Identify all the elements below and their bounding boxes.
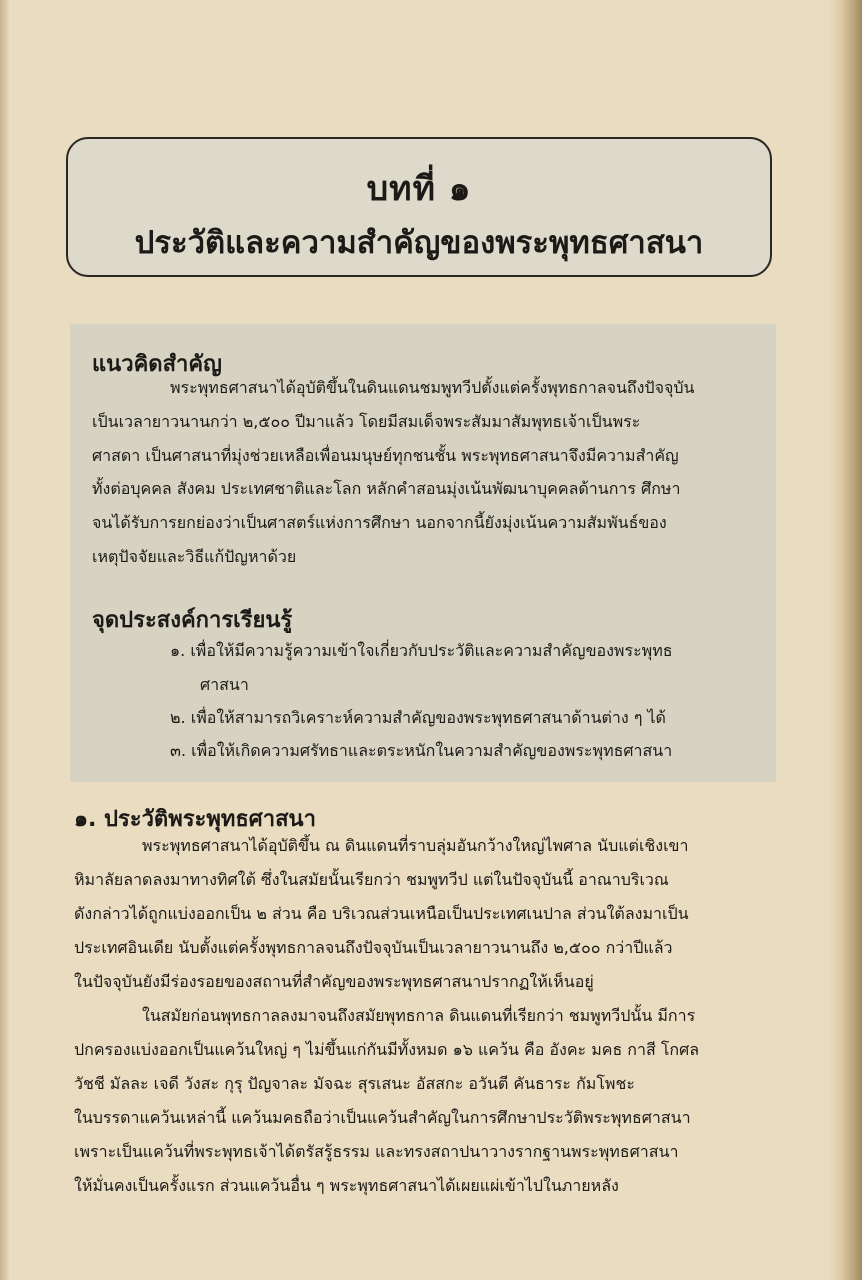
objectives-heading: จุดประสงค์การเรียนรู้ [92,608,293,633]
body-line: ดังกล่าวได้ถูกแบ่งออกเป็น ๒ ส่วน คือ บริเวณส่วนเหนือเป็นประเทศเนปาล ส่วนใต้ลงมาเป็น [74,904,689,923]
chapter-number: บทที่ ๑ [366,169,472,209]
key-concept-line: ทั้งต่อบุคคล สังคม ประเทศชาติและโลก หลักคำสอนมุ่งเน้นพัฒนาบุคคลด้านการ ศึกษา [92,479,681,498]
page-edge-left [0,0,10,1280]
key-concept-line: เหตุปัจจัยและวิธีแก้ปัญหาด้วย [92,547,297,566]
objective-item: ๓. เพื่อให้เกิดความศรัทธาและตระหนักในความสำคัญของพระพุทธศาสนา [170,741,673,760]
page-edge-right [828,0,862,1280]
body-line: พระพุทธศาสนาได้อุบัติขึ้น ณ ดินแดนที่ราบลุ่มอันกว้างใหญ่ไพศาล นับแต่เชิงเขา [142,836,689,855]
body-line: วัชชี มัลละ เจดี วังสะ กุรุ ปัญจาละ มัจฉะ สุรเสนะ อัสสกะ อวันตี คันธาระ กัมโพชะ [74,1074,635,1093]
body-line: ประเทศอินเดีย นับตั้งแต่ครั้งพุทธกาลจนถึงปัจจุบันเป็นเวลายาวนานถึง ๒,๕๐๐ กว่าปีแล้ว [74,938,673,957]
body-line: ในสมัยก่อนพุทธกาลลงมาจนถึงสมัยพุทธกาล ดินแดนที่เรียกว่า ชมพูทวีปนั้น มีการ [142,1006,696,1025]
body-line: ปกครองแบ่งออกเป็นแคว้นใหญ่ ๆ ไม่ขึ้นแก่กันมีทั้งหมด ๑๖ แคว้น คือ อังคะ มคธ กาสี โกศล [74,1040,700,1059]
key-concept-heading: แนวคิดสำคัญ [92,352,222,377]
body-line: หิมาลัยลาดลงมาทางทิศใต้ ซึ่งในสมัยนั้นเรียกว่า ชมพูทวีป แต่ในปัจจุบันนี้ อาณาบริเวณ [74,870,669,889]
body-line: ให้มั่นคงเป็นครั้งแรก ส่วนแคว้นอื่น ๆ พระพุทธศาสนาได้เผยแผ่เข้าไปในภายหลัง [74,1176,619,1195]
body-line: ในบรรดาแคว้นเหล่านี้ แคว้นมคธถือว่าเป็นแคว้นสำคัญในการศึกษาประวัติพระพุทธศาสนา [74,1108,691,1127]
chapter-header-box [66,137,772,277]
key-concept-line: จนได้รับการยกย่องว่าเป็นศาสตร์แห่งการศึกษา นอกจากนี้ยังมุ่งเน้นความสัมพันธ์ของ [92,513,667,532]
key-concept-line: ศาสดา เป็นศาสนาที่มุ่งช่วยเหลือเพื่อนมนุษย์ทุกชนชั้น พระพุทธศาสนาจึงมีความสำคัญ [92,446,679,465]
key-concept-line: พระพุทธศาสนาได้อุบัติขึ้นในดินแดนชมพูทวีปตั้งแต่ครั้งพุทธกาลจนถึงปัจจุบัน [170,378,695,397]
objective-item-continuation: ศาสนา [200,675,249,694]
key-concept-line: เป็นเวลายาวนานกว่า ๒,๕๐๐ ปีมาแล้ว โดยมีสมเด็จพระสัมมาสัมพุทธเจ้าเป็นพระ [92,412,641,431]
objective-item: ๑. เพื่อให้มีความรู้ความเข้าใจเกี่ยวกับประวัติและความสำคัญของพระพุทธ [170,641,673,660]
chapter-title: ประวัติและความสำคัญของพระพุทธศาสนา [134,225,704,261]
body-line: เพราะเป็นแคว้นที่พระพุทธเจ้าได้ตรัสรู้ธรรม และทรงสถาปนาวางรากฐานพระพุทธศาสนา [74,1142,679,1161]
section-heading: ๑. ประวัติพระพุทธศาสนา [74,807,316,832]
body-line: ในปัจจุบันยังมีร่องรอยของสถานที่สำคัญของพระพุทธศาสนาปรากฏให้เห็นอยู่ [74,972,594,991]
objective-item: ๒. เพื่อให้สามารถวิเคราะห์ความสำคัญของพระพุทธศาสนาด้านต่าง ๆ ได้ [170,708,666,727]
